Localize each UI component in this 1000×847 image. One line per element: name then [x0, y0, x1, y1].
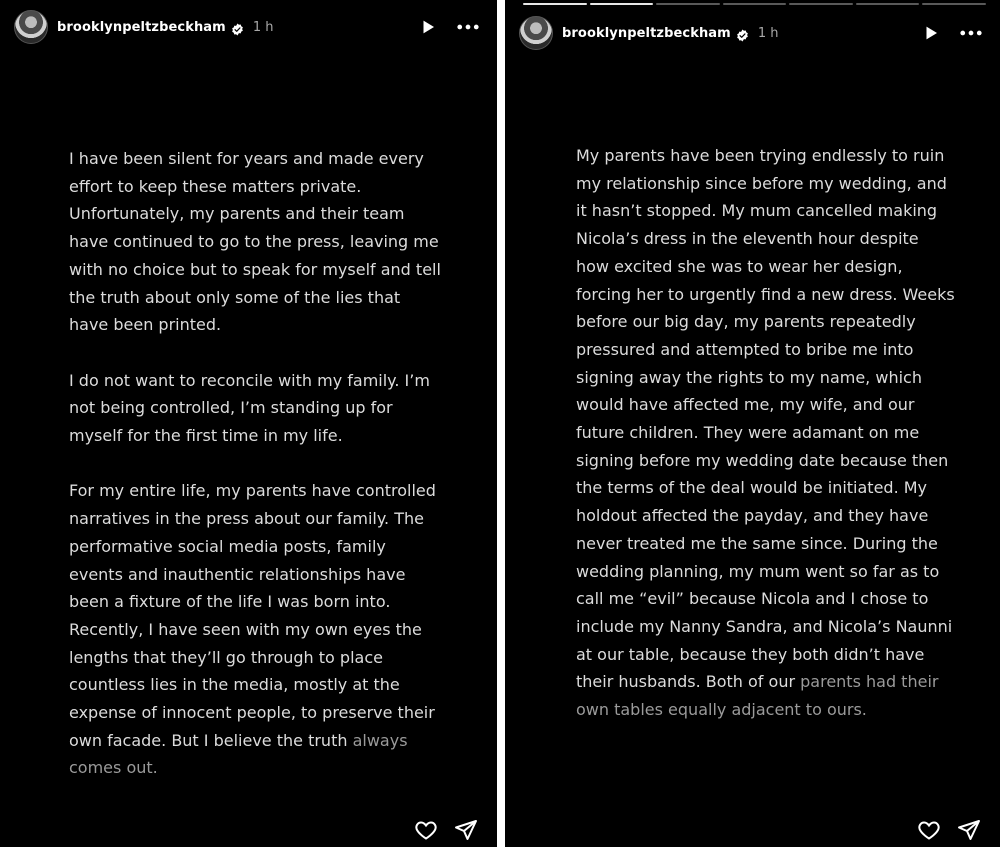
progress-segment	[789, 3, 853, 5]
story-progress-bar	[523, 3, 986, 5]
progress-segment	[723, 3, 787, 5]
story-paragraph	[576, 142, 956, 724]
verified-badge-icon	[736, 27, 749, 40]
progress-segment	[590, 3, 654, 5]
story-header	[14, 10, 481, 44]
play-icon[interactable]	[417, 16, 439, 38]
avatar[interactable]	[519, 16, 553, 50]
timestamp: 1 h	[757, 25, 779, 41]
story-paragraph-faded-text: always comes out.	[69, 730, 408, 778]
heart-icon[interactable]	[413, 817, 439, 843]
story-paragraph: I do not want to reconcile with my family. I’m not being controlled, I’m standing up for myself for the first time in my life.	[69, 370, 430, 446]
verified-badge-icon	[231, 21, 244, 34]
avatar[interactable]	[14, 10, 48, 44]
more-options-icon[interactable]	[455, 16, 481, 38]
story-paragraph-text: My parents have been trying endlessly to ruin my relationship since before my wedding, and it hasn’t stopped. My mum cancelled making Nicola’s dress in the eleventh hour despite how excited she was to wear her design, forcing her to urgently find a new dress. Weeks before our big day, my parents repeatedly pressured and attempted to bribe me into signing away the rights to my name, which would have affected me, my wife, and our future children. They were adamant on me signing before my wedding date because then the terms of the deal would be initiated. My holdout affected the payday, and they have never treated me the same since. During the wedding planning, my mum went so far as to call me “evil” because Nicola and I chose to include my Nanny Sandra, and Nicola’s Naunni at our table, because they both didn’t have their husbands. Both of our	[576, 146, 955, 692]
story-paragraph-faded-text: parents had their own tables equally adjacent to ours.	[576, 672, 939, 720]
progress-segment	[523, 3, 587, 5]
story-footer	[413, 815, 479, 845]
story-paragraph	[69, 477, 443, 782]
story-text	[69, 145, 443, 782]
timestamp: 1 h	[252, 19, 274, 35]
send-icon[interactable]	[956, 817, 982, 843]
username[interactable]: brooklynpeltzbeckham	[57, 19, 226, 35]
progress-segment	[922, 3, 986, 5]
username[interactable]: brooklynpeltzbeckham	[562, 25, 731, 41]
story-panel-right[interactable]	[505, 0, 1000, 847]
story-text	[576, 142, 956, 724]
heart-icon[interactable]	[916, 817, 942, 843]
send-icon[interactable]	[453, 817, 479, 843]
more-options-icon[interactable]	[958, 22, 984, 44]
story-panel-left[interactable]	[0, 0, 497, 847]
story-paragraph-text: For my entire life, my parents have controlled narratives in the press about our family. The performative social media posts, family events and inauthentic relationships have been a fixture of the life I was born into. Recently, I have seen with my own eyes the lengths that they’ll go through to place countless lies in the media, mostly at the expense of innocent people, to preserve their own facade. But I believe the truth	[69, 481, 436, 750]
play-icon[interactable]	[920, 22, 942, 44]
progress-segment	[856, 3, 920, 5]
progress-segment	[656, 3, 720, 5]
story-paragraph: I have been silent for years and made every effort to keep these matters private. Unfortunately, my parents and their team have continued to go to the press, leaving me with no choice but to speak for myself and tell the truth about only some of the lies that have been printed.	[69, 149, 441, 335]
story-header	[519, 16, 984, 50]
story-footer	[916, 815, 982, 845]
